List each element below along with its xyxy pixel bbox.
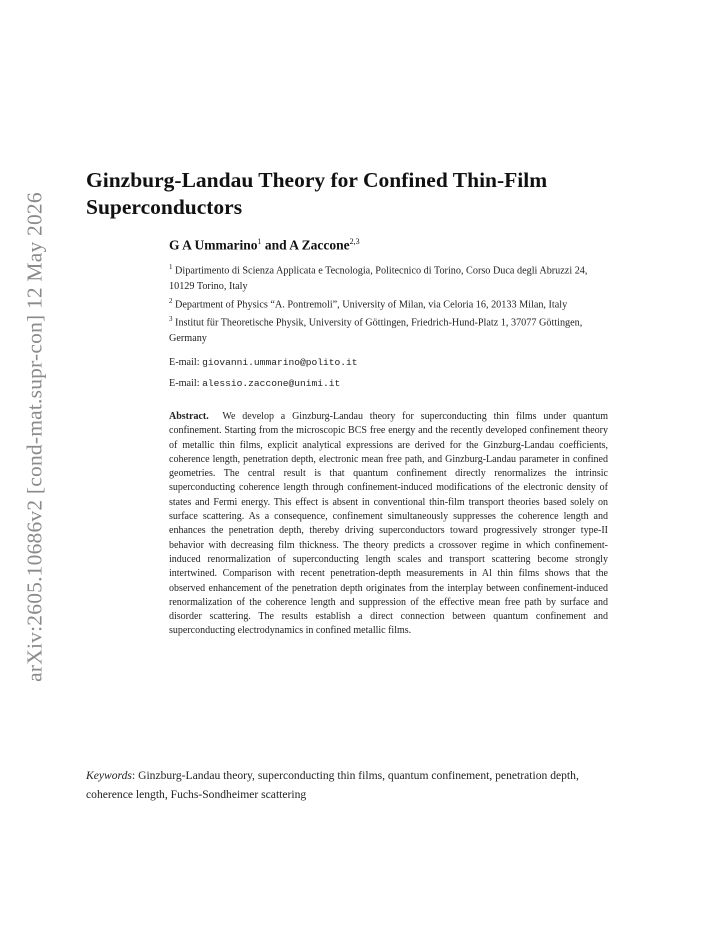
author-conjunction: and xyxy=(261,237,290,253)
affiliation xyxy=(169,294,614,313)
email-line xyxy=(169,357,358,368)
affiliation-number: 3 xyxy=(169,315,173,324)
keywords-label: Keywords xyxy=(86,769,132,782)
affiliation-text: Department of Physics “A. Pontremoli”, University of Milan, via Celoria 16, 20133 Milan, Italy xyxy=(175,299,568,311)
affiliation-number: 1 xyxy=(169,263,173,271)
affiliation-list xyxy=(169,260,614,346)
affiliation-marker: 1 xyxy=(257,237,262,246)
affiliation-text: Dipartimento di Scienza Applicata e Tecnologia, Politecnico di Torino, Corso Duca degli Abruzzi 24, 10129 Torino, Italy xyxy=(169,265,588,292)
email-link[interactable]: alessio.zaccone@unimi.it xyxy=(202,378,341,389)
paper-title: Ginzburg-Landau Theory for Confined Thin-Film Superconductors xyxy=(86,168,548,219)
arxiv-stamp xyxy=(17,192,53,682)
author-name: G A Ummarino xyxy=(169,237,258,253)
keywords-text: : Ginzburg-Landau theory, superconducting thin films, quantum confinement, penetration depth, coherence length, Fuchs-Sondheimer scattering xyxy=(86,769,579,801)
abstract-label: Abstract. xyxy=(169,411,209,422)
email-link[interactable]: giovanni.ummarino@polito.it xyxy=(202,357,358,368)
affiliation-text: Institut für Theoretische Physik, University of Göttingen, Friedrich-Hund-Platz 1, 37077 Göttingen, Germany xyxy=(169,317,583,344)
author-name: A Zaccone xyxy=(289,237,350,253)
email-line xyxy=(169,378,340,389)
abstract xyxy=(169,410,608,639)
abstract-text: We develop a Ginzburg-Landau theory for superconducting thin films under quantum confinement. Starting from the microscopic BCS free energy and the recently developed confinement theory of metallic thin films, explicit analytical expressions are derived for the Ginzburg-Landau coefficients, coherence length, penetration depth, electronic mean free path, and Ginzburg-Landau parameter in confined geometries. The central result is that quantum confinement directly renormalizes the intrinsic superconducting coherence length through confinement-induced modifications of the electronic density of states and Fermi energy. This effect is absent in conventional thin-film transport theories based solely on surface scattering. As a consequence, confinement simultaneously suppresses the coherence length and enhances the penetration depth, thereby driving superconductors toward progressively stronger type-II behavior with decreasing film thickness. The theory predicts a crossover regime in which confinement-induced renormalization of superconducting length scales and transport scattering become strongly intertwined. Comparison with recent penetration-depth measurements in Al thin films shows that the observed enhancement of the penetration depth originates from the interplay between confinement-induced renormalization of the coherence length and suppression of the effective mean free path by surface and disorder scattering. The results establish a direct connection between quantum confinement and superconducting electrodynamics in confined metallic films. xyxy=(169,411,608,637)
email-label: E-mail: xyxy=(169,378,203,389)
affiliation-number: 2 xyxy=(169,296,173,305)
keywords xyxy=(86,766,616,804)
affiliation xyxy=(169,312,614,346)
affiliation-marker: 2,3 xyxy=(349,237,360,246)
affiliation xyxy=(169,260,614,294)
author-line xyxy=(169,237,360,254)
email-label: E-mail: xyxy=(169,357,203,368)
arxiv-stamp-text: arXiv:2605.10686v2 [cond-mat.supr-con] 12 May 2026 xyxy=(22,192,47,682)
